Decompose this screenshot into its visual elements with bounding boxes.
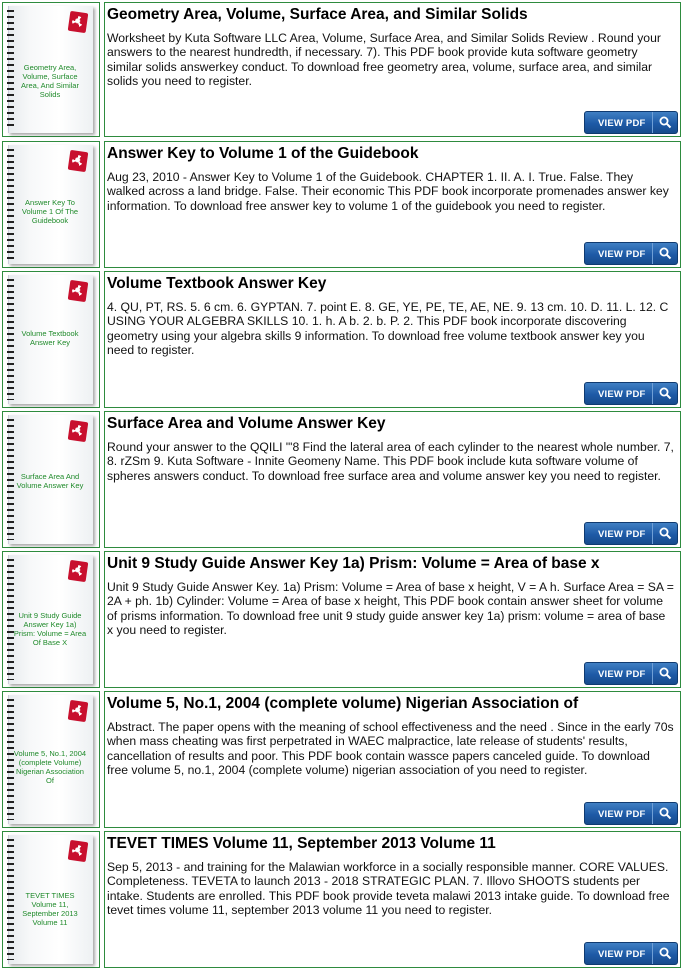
item-details [104, 551, 681, 688]
list-item [0, 829, 683, 969]
thumbnail-title: TEVET TIMES Volume 11, September 2013 Volume 11 [22, 891, 78, 927]
item-title[interactable]: Geometry Area, Volume, Surface Area, and Similar Solids [107, 6, 528, 23]
pdf-badge-icon [68, 11, 89, 33]
book-cover [8, 555, 93, 684]
book-thumbnail[interactable] [2, 551, 100, 688]
list-item [0, 409, 683, 549]
pdf-badge-icon [68, 420, 89, 442]
list-item [0, 139, 683, 269]
thumbnail-title: Geometry Area, Volume, Surface Area, And Similar Solids [21, 63, 79, 99]
pdf-badge-icon [68, 560, 89, 582]
book-cover [8, 6, 93, 133]
item-title[interactable]: TEVET TIMES Volume 11, September 2013 Volume 11 [107, 835, 496, 852]
view-pdf-label: VIEW PDF [598, 389, 646, 400]
view-pdf-button[interactable] [584, 802, 678, 825]
list-item [0, 549, 683, 689]
thumbnail-title: Unit 9 Study Guide Answer Key 1a) Prism: Volume = Area Of Base X [13, 611, 87, 647]
item-description: Unit 9 Study Guide Answer Key. 1a) Prism: Volume = Area of base x height, V = A h. Surface Area = SA = 2A + ph. 1b) Cylinder: Volume = Area of base x height, This PDF book contain answer sheet for volume of prisms information. To download free unit 9 study guide answer key 1a) prism: volume = area of base x you need to register. [107, 580, 674, 638]
pdf-badge-icon [68, 700, 89, 722]
view-pdf-label: VIEW PDF [598, 669, 646, 680]
magnifier-icon [652, 663, 677, 684]
view-pdf-button[interactable] [584, 111, 678, 134]
thumbnail-title: Volume 5, No.1, 2004 (complete Volume) Nigerian Association Of [13, 749, 87, 785]
item-description: Abstract. The paper opens with the meaning of school effectiveness and the need . Since in the early 70s when mass cheating was first perpetrated in WAEC malpractice, late release of students' results, cancellation of results and poor. This PDF book contain wassce papers canceled guide. To download free volume 5, no.1, 2004 (complete volume) nigerian association of you need to register. [107, 720, 674, 778]
item-details [104, 2, 681, 137]
list-item [0, 689, 683, 829]
view-pdf-button[interactable] [584, 522, 678, 545]
magnifier-icon [652, 383, 677, 404]
item-description: Sep 5, 2013 - and training for the Malawian workforce in a socially responsible manner. CORE VALUES. Completeness. TEVETA to launch 2013 - 2018 STRATEGIC PLAN. 7. Illovo SHOOTS students per intake. Students are enrolled. This PDF book provide teveta malawi 2013 intake guide. To download free tevet times volume 11, september 2013 volume 11 you need to register. [107, 860, 670, 918]
book-thumbnail[interactable] [2, 2, 100, 137]
thumbnail-title: Surface Area And Volume Answer Key [16, 472, 84, 490]
item-details [104, 271, 681, 408]
book-cover [8, 835, 93, 964]
magnifier-icon [652, 943, 677, 964]
book-thumbnail[interactable] [2, 691, 100, 828]
item-title[interactable]: Surface Area and Volume Answer Key [107, 415, 386, 432]
item-description: Aug 23, 2010 - Answer Key to Volume 1 of the Guidebook. CHAPTER 1. II. A. I. True. False. They walked across a land bridge. False. Their economic This PDF book incorporate promenades answer key information. To download free answer key to volume 1 of the guidebook you need to register. [107, 170, 669, 213]
thumbnail-title: Volume Textbook Answer Key [21, 329, 79, 347]
item-details [104, 141, 681, 268]
book-cover [8, 145, 93, 264]
view-pdf-button[interactable] [584, 662, 678, 685]
magnifier-icon [652, 243, 677, 264]
view-pdf-label: VIEW PDF [598, 809, 646, 820]
item-description: Worksheet by Kuta Software LLC Area, Volume, Surface Area, and Similar Solids Review . Round your answers to the nearest hundredth, if necessary. 7). This PDF book provide kuta software geometry similar solids answerkey conduct. To download free geometry area, volume, surface area, and similar solids you need to register. [107, 31, 661, 89]
magnifier-icon [652, 803, 677, 824]
magnifier-icon [652, 112, 677, 133]
view-pdf-button[interactable] [584, 942, 678, 965]
pdf-badge-icon [68, 280, 89, 302]
item-description: Round your answer to the QQILI "'8 Find the lateral area of each cylinder to the nearest whole number. 7, 8. rZSm 9. Kuta Software - Innite Geomeny Name. This PDF book include kuta software volume of spheres answers conduct. To download free surface area and volume answer key you need to register. [107, 440, 674, 483]
item-description: 4. QU, PT, RS. 5. 6 cm. 6. GYPTAN. 7. point E. 8. GE, YE, PE, TE, AE, NE. 9. 13 cm. 10. D. 11. L. 12. C USING YOUR ALGEBRA SKILLS 10. 1. h. A b. 2. b. P. 2. This PDF book incorporate discovering geometry using your algebra skills 9 information. To download free volume textbook answer key you need to register. [107, 300, 669, 358]
book-cover [8, 695, 93, 824]
view-pdf-label: VIEW PDF [598, 118, 646, 129]
list-item [0, 269, 683, 409]
view-pdf-label: VIEW PDF [598, 249, 646, 260]
item-details [104, 831, 681, 968]
pdf-badge-icon [68, 840, 89, 862]
book-thumbnail[interactable] [2, 271, 100, 408]
book-cover [8, 275, 93, 404]
magnifier-icon [652, 523, 677, 544]
book-thumbnail[interactable] [2, 141, 100, 268]
item-title[interactable]: Volume 5, No.1, 2004 (complete volume) Nigerian Association of [107, 695, 579, 712]
item-details [104, 691, 681, 828]
thumbnail-title: Answer Key To Volume 1 Of The Guidebook [21, 198, 79, 225]
book-thumbnail[interactable] [2, 831, 100, 968]
pdf-badge-icon [68, 150, 89, 172]
item-title[interactable]: Unit 9 Study Guide Answer Key 1a) Prism: Volume = Area of base x [107, 555, 600, 572]
view-pdf-button[interactable] [584, 242, 678, 265]
book-thumbnail[interactable] [2, 411, 100, 548]
view-pdf-label: VIEW PDF [598, 529, 646, 540]
item-title[interactable]: Volume Textbook Answer Key [107, 275, 327, 292]
view-pdf-button[interactable] [584, 382, 678, 405]
list-item [0, 0, 683, 139]
item-title[interactable]: Answer Key to Volume 1 of the Guidebook [107, 145, 419, 162]
view-pdf-label: VIEW PDF [598, 949, 646, 960]
item-details [104, 411, 681, 548]
book-cover [8, 415, 93, 544]
